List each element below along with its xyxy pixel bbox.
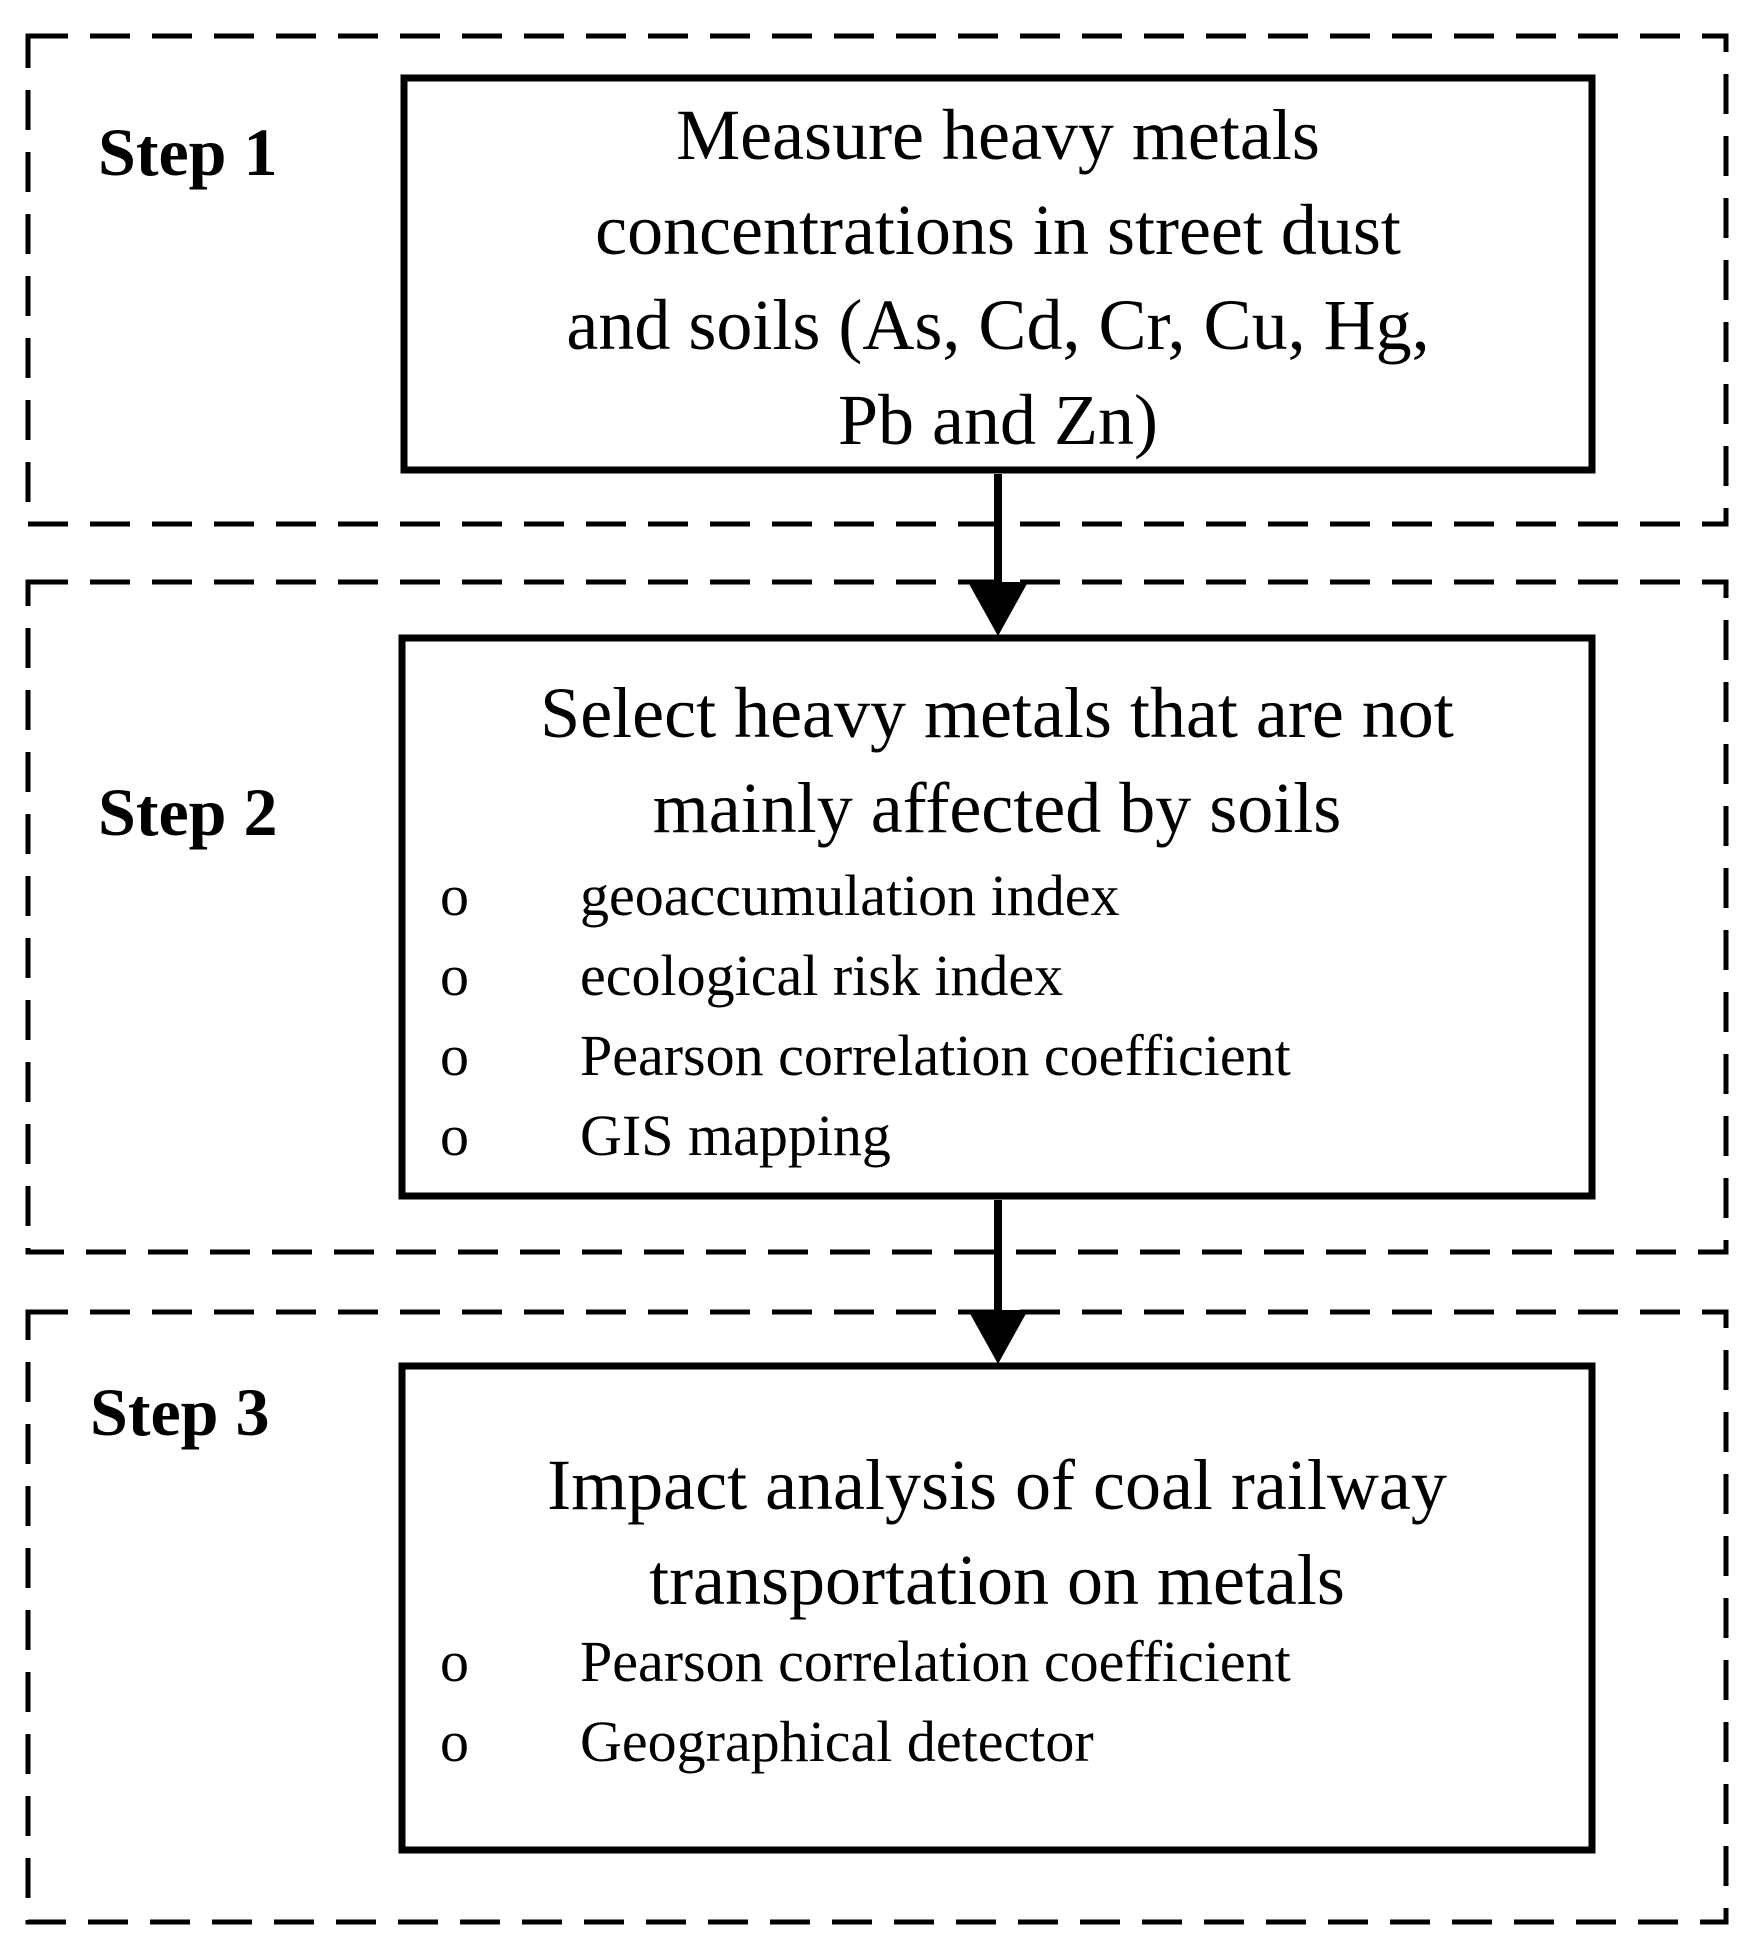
bullet-circle-icon: o [440, 1023, 469, 1088]
step1-title [404, 88, 1592, 468]
step2-label: Step 2 [98, 774, 278, 850]
bullet-text: Pearson correlation coefficient [580, 1629, 1291, 1694]
step3-title-line: transportation on metals [649, 1540, 1345, 1620]
bullet-text: geoaccumulation index [580, 863, 1120, 928]
list-item [440, 1622, 1570, 1702]
bullet-circle-icon: o [440, 1709, 469, 1774]
list-item [440, 1096, 1570, 1176]
step3-title-line: Impact analysis of coal railway [547, 1445, 1447, 1525]
step3-bullet-list [440, 1622, 1570, 1782]
bullet-text: GIS mapping [580, 1103, 891, 1168]
bullet-circle-icon: o [440, 1103, 469, 1168]
bullet-circle-icon: o [440, 943, 469, 1008]
list-item [440, 1702, 1570, 1782]
bullet-text: ecological risk index [580, 943, 1064, 1008]
step1-title-line: and soils (As, Cd, Cr, Cu, Hg, [566, 285, 1430, 365]
step1-title-line: Pb and Zn) [838, 380, 1158, 460]
list-item [440, 936, 1570, 1016]
step2-title-line: Select heavy metals that are not [540, 673, 1454, 753]
bullet-circle-icon: o [440, 863, 469, 928]
step2-title [402, 666, 1592, 856]
arrow-step2-to-step3 [968, 1200, 1028, 1364]
list-item [440, 1016, 1570, 1096]
step1-label: Step 1 [98, 114, 278, 190]
step3-label: Step 3 [90, 1374, 270, 1450]
bullet-text: Geographical detector [580, 1709, 1094, 1774]
step2-bullet-list [440, 856, 1570, 1176]
step3-title [402, 1438, 1592, 1628]
step1-title-line: Measure heavy metals [676, 95, 1320, 175]
step1-title-line: concentrations in street dust [595, 190, 1401, 270]
bullet-text: Pearson correlation coefficient [580, 1023, 1291, 1088]
step2-title-line: mainly affected by soils [652, 768, 1342, 848]
bullet-circle-icon: o [440, 1629, 469, 1694]
list-item [440, 856, 1570, 936]
arrow-step1-to-step2 [968, 474, 1028, 636]
